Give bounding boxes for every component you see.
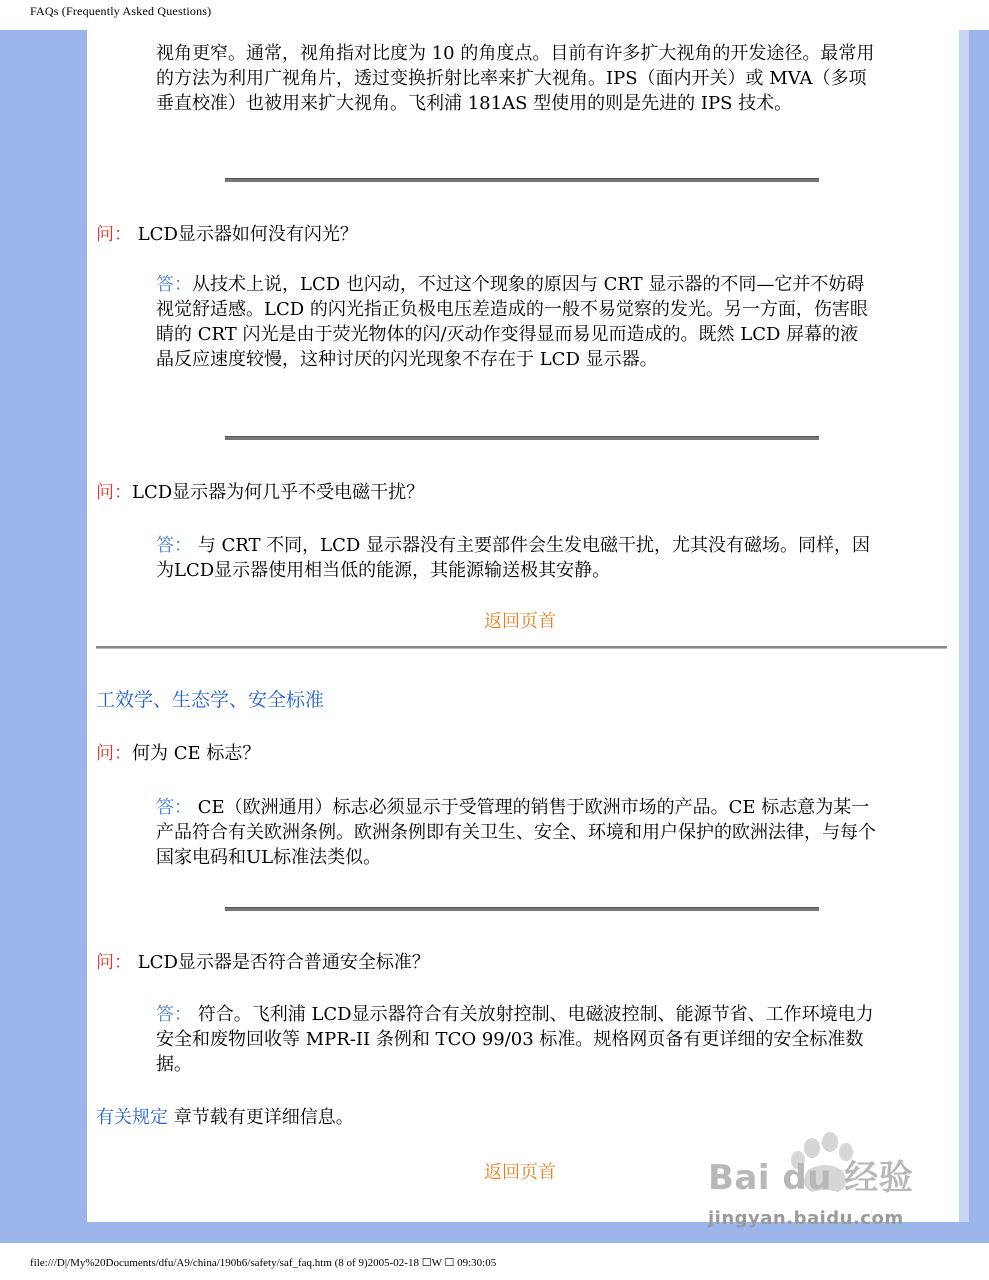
answer-label: 答：: [156, 1004, 192, 1025]
question-text: LCD显示器是否符合普通安全标准？: [132, 952, 430, 973]
back-to-top-link[interactable]: 返回页首: [484, 611, 556, 632]
print-header: FAQs (Frequently Asked Questions): [30, 4, 212, 18]
divider: [225, 436, 819, 440]
question-label: 问：: [96, 743, 132, 764]
watermark-brand: Bai du 经验: [708, 1158, 914, 1198]
back-to-top-link[interactable]: 返回页首: [484, 1162, 556, 1183]
section-title: 工效学、生态学、安全标准: [96, 689, 325, 711]
answer-3: [156, 795, 876, 870]
question-2: [96, 480, 896, 505]
regulatory-text: 章节载有更详细信息。: [168, 1107, 354, 1128]
answer-text: 从技术上说，LCD 也闪动，不过这个现象的原因与 CRT 显示器的不同—它并不妨碍视觉舒适感。LCD 的闪光指正负极电压差造成的一般不易觉察的发光。另一方面，伤害眼睛的 CRT 闪光是由于荧光物体的闪/灭动作变得显而易见而造成的。既然 LCD 屏幕的液晶反应速度较慢，这种讨厌的闪光现象不存在于 LCD 显示器。: [156, 274, 868, 370]
question-text: LCD显示器如何没有闪光？: [132, 224, 358, 245]
regulatory-line: [96, 1105, 896, 1130]
answer-label: 答：: [156, 797, 192, 818]
divider: [225, 907, 819, 911]
question-label: 问：: [96, 482, 132, 503]
question-text: 何为 CE 标志？: [132, 743, 261, 764]
question-3: [96, 741, 896, 766]
question-label: 问：: [96, 224, 132, 245]
answer-label: 答：: [156, 274, 192, 295]
intro-paragraph: 视角更窄。通常，视角指对比度为 10 的角度点。目前有许多扩大视角的开发途径。最常用的方法为利用广视角片，透过变换折射比率来扩大视角。IPS（面内开关）或 MVA（多项垂直校准）也被用来扩大视角。飞利浦 181AS 型使用的则是先进的 IPS 技术。: [156, 43, 875, 114]
section-divider: [96, 646, 947, 649]
answer-4: [156, 1002, 876, 1077]
answer-text: CE（欧洲通用）标志必须显示于受管理的销售于欧洲市场的产品。CE 标志意为某一产品符合有关欧洲条例。欧洲条例即有关卫生、安全、环境和用户保护的欧洲法律，与每个国家电码和UL标准法类似。: [156, 797, 876, 868]
question-label: 问：: [96, 952, 132, 973]
question-4: [96, 950, 896, 975]
divider: [225, 178, 819, 182]
answer-2: [156, 533, 876, 583]
answer-text: 与 CRT 不同，LCD 显示器没有主要部件会生发电磁干扰，尤其没有磁场。同样，因为LCD显示器使用相当低的能源，其能源输送极其安静。: [156, 535, 871, 581]
answer-label: 答：: [156, 535, 192, 556]
right-border: [959, 30, 969, 1222]
watermark-url: jingyan.baidu.com: [708, 1208, 904, 1229]
regulatory-link[interactable]: 有关规定: [96, 1107, 168, 1128]
question-1: [96, 222, 896, 247]
answer-1: [156, 272, 876, 372]
print-footer: file:///D|/My%20Documents/dfu/A9/china/190b6/safety/saf_faq.htm (8 of 9)2005-02-18 ☐W ☐ 09:30:05: [30, 1257, 497, 1269]
answer-text: 符合。飞利浦 LCD显示器符合有关放射控制、电磁波控制、能源节省、工作环境电力安全和废物回收等 MPR-II 条例和 TCO 99/03 标准。规格网页备有更详细的安全标准数据。: [156, 1004, 874, 1075]
question-text: LCD显示器为何几乎不受电磁干扰？: [132, 482, 425, 503]
